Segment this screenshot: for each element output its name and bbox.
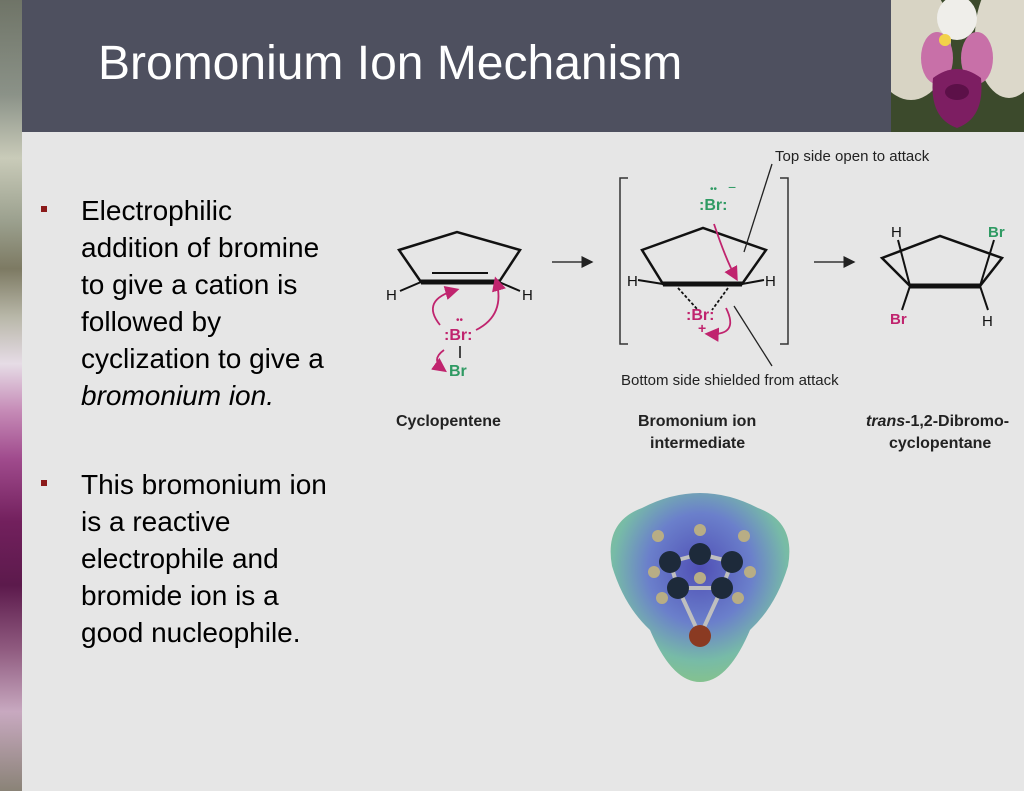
orchid-photo-strip — [0, 0, 22, 791]
bromine-atom: Br — [988, 224, 1005, 241]
lone-pair-dots: •• — [710, 184, 718, 195]
bullet-line: Electrophilic — [81, 195, 232, 226]
hydrogen-label: H — [522, 287, 533, 304]
label-intermediate-line1: Bromonium ion — [638, 413, 757, 430]
cyclopentene-structure — [386, 232, 533, 380]
bromine-lone-pairs: :Br: — [444, 327, 473, 344]
bullet-line: good nucleophile. — [81, 617, 301, 648]
orchid-photo — [891, 0, 1024, 132]
bullet-item-electrophilic-addition — [38, 192, 368, 414]
hydrogen-label: H — [765, 273, 776, 290]
label-intermediate-line2: intermediate — [650, 435, 746, 452]
bromonium-intermediate-structure — [620, 164, 788, 366]
dibromocyclopentane-structure — [882, 224, 1005, 330]
lone-pair-dots: •• — [456, 315, 464, 326]
label-product-line1 — [866, 413, 1009, 430]
bullet-line: addition of bromine — [81, 232, 320, 263]
bullet-line: bromide ion is a — [81, 580, 279, 611]
reaction-scheme — [380, 140, 1024, 470]
bullet-line: followed by — [81, 306, 222, 337]
bullet-line: is a reactive — [81, 506, 231, 537]
label-product-trans: trans — [866, 413, 906, 430]
title-bar — [22, 0, 891, 132]
bullet-line: This bromonium ion — [81, 469, 327, 500]
slide-title: Bromonium Ion Mechanism — [98, 37, 683, 90]
bullet-line: cyclization to give a — [81, 343, 324, 374]
bullet-marker — [41, 480, 47, 486]
bromine-atom: Br — [890, 311, 907, 328]
label-product-rest: -1,2-Dibromo- — [905, 413, 1010, 430]
hydrogen-label: H — [627, 273, 638, 290]
electrostatic-potential-map — [600, 480, 800, 690]
hydrogen-label: H — [386, 287, 397, 304]
hydrogen-label: H — [982, 313, 993, 330]
bullet-item-reactive-electrophile — [38, 466, 368, 651]
bullet-line: to give a cation is — [81, 269, 298, 300]
bullet-marker — [41, 206, 47, 212]
bridging-bromine: :Br: — [686, 307, 715, 324]
bullet-list — [38, 192, 368, 651]
bromide-ion: :Br: — [699, 197, 728, 214]
label-cyclopentene: Cyclopentene — [396, 413, 501, 430]
positive-charge: + — [698, 320, 707, 336]
hydrogen-label: H — [891, 224, 902, 241]
negative-charge: − — [728, 179, 737, 195]
bullet-emphasis: bromonium ion. — [81, 380, 274, 411]
label-top-side: Top side open to attack — [775, 148, 930, 165]
bullet-line: electrophile and — [81, 543, 279, 574]
label-bottom-side: Bottom side shielded from attack — [621, 372, 839, 389]
bromine-atom: Br — [449, 363, 467, 380]
label-product-line2: cyclopentane — [889, 435, 992, 452]
